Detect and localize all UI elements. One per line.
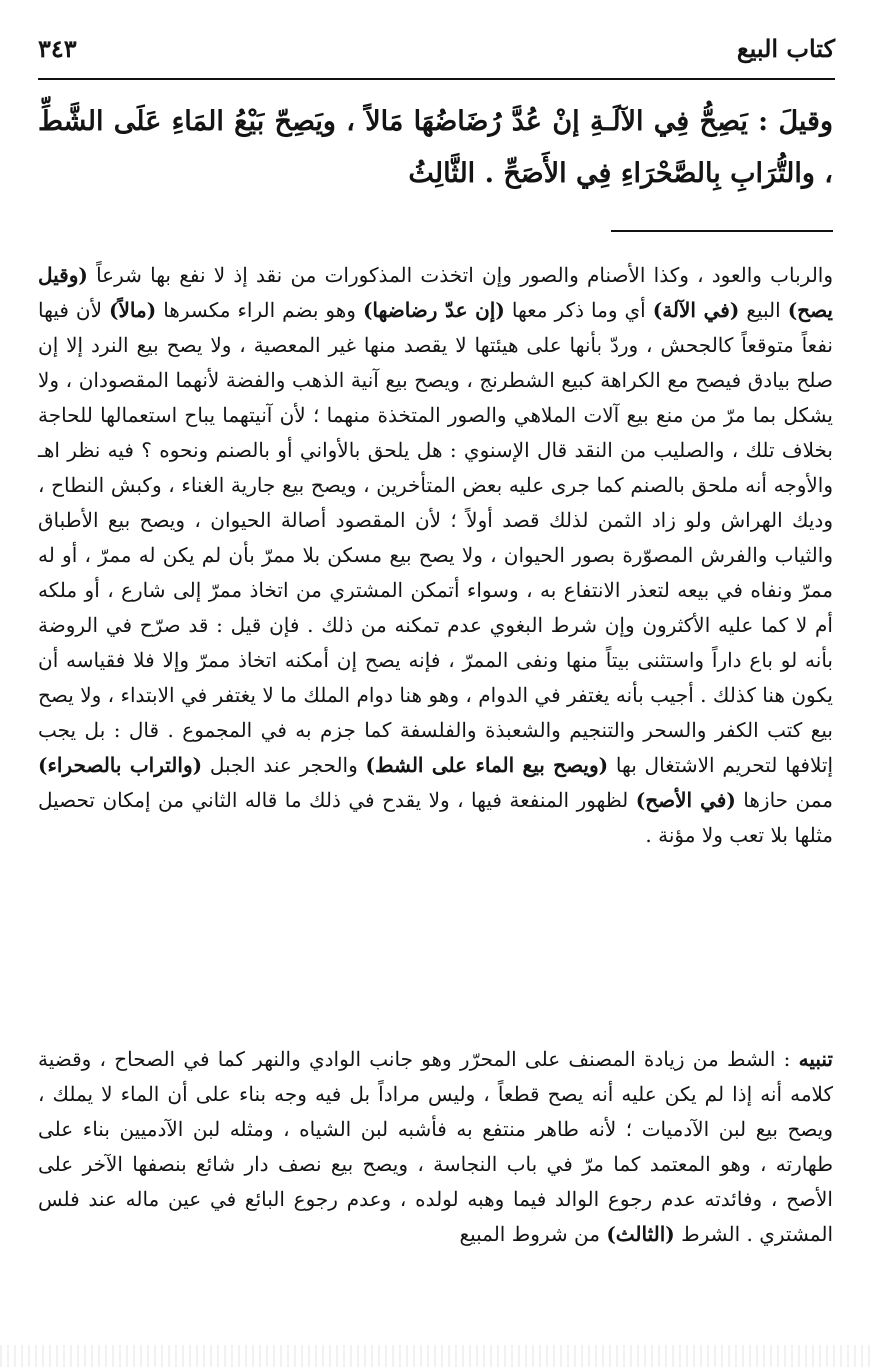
quoted-matn: (ويصح بيع الماء على الشط) <box>365 753 609 777</box>
quoted-matn: (الثالث) <box>606 1222 675 1246</box>
commentary-text: والحجر عند الجبل <box>202 753 366 777</box>
commentary-text: والرباب والعود ، وكذا الأصنام والصور وإن اتخذت المذكورات من نقد إذ لا نفع بها شرعاً <box>87 263 833 287</box>
commentary-text: البيع <box>739 298 788 322</box>
commentary-text: من شروط المبيع <box>459 1222 607 1246</box>
commentary-text: أي وما ذكر معها <box>504 298 653 322</box>
quoted-matn: (مالاً) <box>109 298 157 322</box>
commentary-text: لأن فيها نفعاً متوقعاً كالجحش ، وردّ بأنها على هيئتها لا يقصد منها غير المعصية ، ولا يصح بيع النرد إلا إن صلح بيادق فيصح مع الكراهة كبيع الشطرنج ، ويصح بيع آنية الذهب والفضة لأنهما المقصودان ، ولا يشكل بما مرّ من منع بيع آلات الملاهي والصور المتخذة منهما ؛ لأن آنيتهما يباح استعمالها للحاجة بخلاف تلك ، والصليب من النقد قال الإسنوي : هل يلحق بالأواني أو بالصنم ونحوه ؟ فيه نظر اهـ والأوجه أنه ملحق بالصنم كما جرى عليه بعض المتأخرين ، ويصح بيع جارية الغناء ، وكبش النطاح ، وديك الهراش ولو زاد الثمن لذلك قصد أولاً ؛ لأن المقصود أصالة الحيوان ، ويصح بيع الأطباق والثياب والفرش المصوّرة بصور الحيوان ، ولا يصح بيع مسكن بلا ممرّ بأن لم يكن له ممرّ ، أو له ممرّ ونفاه في بيعه لتعذر الانتفاع به ، وسواء أتمكن المشتري من اتخاذ ممرّ إلى شارع ، أو ملكه أم لا كما عليه الأكثرون وإن شرط البغوي عدم تمكنه من ذلك . فإن قيل : قد صرّح في الروضة بأنه لو باع داراً واستثنى بيتاً منها ونفى الممرّ ، فإنه يصح إن أمكنه اتخاذ ممرّ وإلا فلا فقياسه أن يكون هنا كذلك . أجيب بأنه يغتفر في الدوام ، وهو هنا دوام الملك ما لا يغتفر في الابتداء ، ولا يصح بيع كتب الكفر والسحر والتنجيم والشعبذة والفلسفة كما جزم به في المجموع . قال : بل يجب إتلافها لتحريم الاشتغال بها <box>38 298 834 777</box>
commentary-paragraph-1 <box>38 258 833 853</box>
main-text: وقيلَ : يَصِحُّ فِي الآلَـةِ إنْ عُدَّ رُضَاضُهَا مَالاً ، ويَصِحّ بَيْعُ المَاءِ عَلَى الشَّطِّ ، والتُّرَابِ بِالصَّحْرَاءِ فِي الأَصَحِّ . الثَّالِثُ <box>38 106 833 189</box>
quoted-matn: (إن عدّ رضاضها) <box>362 298 505 322</box>
commentary-paragraph-2 <box>38 1042 833 1252</box>
quoted-matn: (في الأصح) <box>635 788 736 812</box>
commentary-text: وهو بضم الراء مكسرها <box>156 298 363 322</box>
book-title: كتاب البيع <box>736 34 835 63</box>
quoted-matn: (وقيل يصح) <box>38 263 833 322</box>
page-number: ٣٤٣ <box>38 34 77 63</box>
footnote-divider <box>611 230 833 232</box>
page-header <box>38 30 835 80</box>
commentary-text: لظهور المنفعة فيها ، ولا يقدح في ذلك ما قاله الثاني من إمكان تحصيل مثلها بلا تعب ولا مؤنة . <box>38 788 833 847</box>
note-label: تنبيه <box>798 1047 833 1071</box>
scan-edge-noise <box>0 1345 873 1367</box>
commentary-text: ممن حازها <box>735 788 833 812</box>
quoted-matn: (في الآلة) <box>652 298 740 322</box>
commentary-text: : الشط من زيادة المصنف على المحرّر وهو جانب الوادي والنهر كما في الصحاح ، وقضية كلامه أنه إذا لم يكن عليه أنه يصح قطعاً ، وليس مراداً بل فيه وجه بناء على أن الماء لا يملك ، ويصح بيع لبن الآدميات ؛ لأنه طاهر منتفع به فأشبه لبن الشياه ، ومثله لبن الآدميين بناء على طهارته ، وهو المعتمد كما مرّ في باب النجاسة ، ويصح بيع نصف دار شائع بنصفها الآخر على الأصح ، وفائدته عدم رجوع الوالد فيما وهبه لولده ، وعدم رجوع البائع في عين ماله عند فلس المشتري . الشرط <box>38 1047 833 1246</box>
quoted-matn: (والتراب بالصحراء) <box>38 753 203 777</box>
